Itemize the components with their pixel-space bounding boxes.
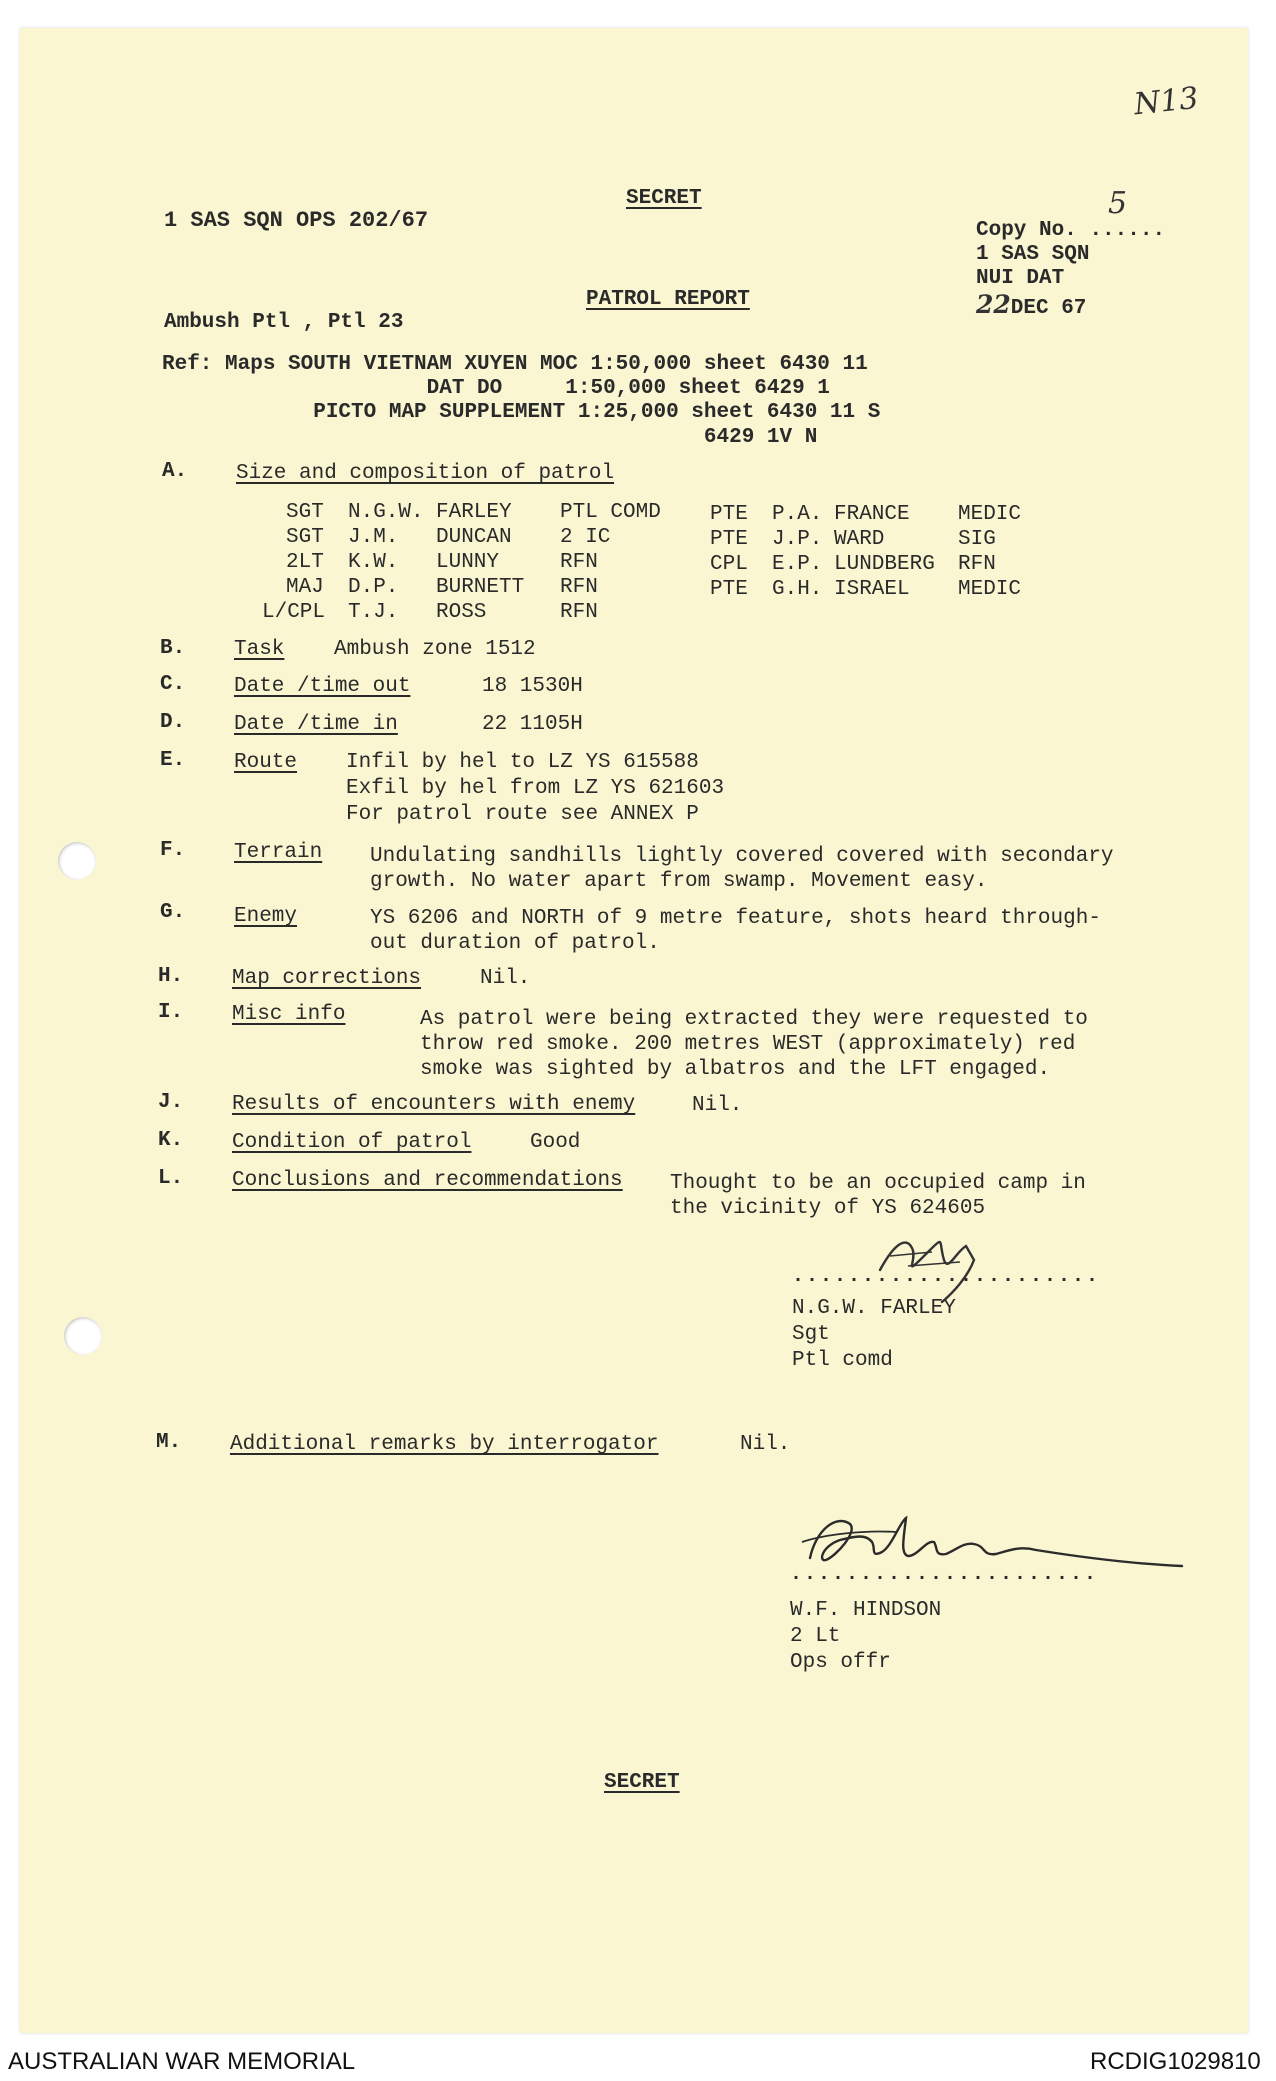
section-title: Map corrections xyxy=(232,967,422,990)
copy-number: 5 xyxy=(1108,186,1128,221)
signatory-appointment: Ptl comd xyxy=(792,1349,893,1372)
section-letter: B. xyxy=(160,637,186,660)
member-initials: E.P. xyxy=(772,553,823,576)
classification-bottom: SECRET xyxy=(604,1771,680,1794)
member-rank: SGT xyxy=(286,501,324,524)
handwritten-page-number: N13 xyxy=(1132,80,1201,123)
member-name: WARD xyxy=(834,528,885,551)
member-rank: PTE xyxy=(710,503,748,526)
member-initials: N.G.W. xyxy=(348,501,424,524)
member-rank: 2LT xyxy=(286,551,324,574)
section-letter: J. xyxy=(158,1091,184,1114)
member-name: ROSS xyxy=(436,601,487,624)
signature-dots: ...................... xyxy=(790,1563,1099,1586)
section-letter: A. xyxy=(162,460,188,483)
section-letter: H. xyxy=(158,965,184,988)
section-title: Conclusions and recommendations xyxy=(232,1169,623,1192)
section-line: out duration of patrol. xyxy=(370,932,660,955)
section-letter: F. xyxy=(160,839,186,862)
section-line: YS 6206 and NORTH of 9 metre feature, shots heard through- xyxy=(370,907,1101,930)
member-name: LUNDBERG xyxy=(834,553,935,576)
signatory-appointment: Ops offr xyxy=(790,1651,891,1674)
section-line: Undulating sandhills lightly covered covered with secondary xyxy=(370,845,1114,868)
member-role: SIG xyxy=(958,528,996,551)
section-title: Task xyxy=(234,638,285,661)
section-title: Date /time out xyxy=(234,675,411,698)
member-name: DUNCAN xyxy=(436,526,512,549)
section-line: the vicinity of YS 624605 xyxy=(670,1197,986,1220)
section-value: 22 1105H xyxy=(482,713,583,736)
member-role: PTL COMD xyxy=(560,501,661,524)
section-title: Route xyxy=(234,751,298,774)
section-title: Misc info xyxy=(232,1003,346,1026)
member-rank: PTE xyxy=(710,578,748,601)
section-title: Terrain xyxy=(234,841,323,864)
section-letter: C. xyxy=(160,673,186,696)
punch-hole xyxy=(64,1317,102,1355)
section-letter: I. xyxy=(158,1001,184,1024)
member-name: BURNETT xyxy=(436,576,525,599)
map-ref-line: PICTO MAP SUPPLEMENT 1:25,000 sheet 6430 11 S xyxy=(162,401,881,424)
member-initials: K.W. xyxy=(348,551,399,574)
member-rank: SGT xyxy=(286,526,324,549)
location: NUI DAT xyxy=(976,267,1065,290)
section-title: Size and composition of patrol xyxy=(236,462,615,485)
member-name: FARLEY xyxy=(436,501,512,524)
section-letter: K. xyxy=(158,1129,184,1152)
section-title: Enemy xyxy=(234,905,298,928)
section-line: For patrol route see ANNEX P xyxy=(346,803,699,826)
signatory-rank: Sgt xyxy=(792,1323,830,1346)
report-date: 22DEC 67 xyxy=(976,290,1087,320)
section-title: Condition of patrol xyxy=(232,1131,472,1154)
patrol-name: Ambush Ptl , Ptl 23 xyxy=(164,311,404,334)
copy-label: Copy No. ...... xyxy=(976,219,1166,242)
section-title: Date /time in xyxy=(234,713,398,736)
member-rank: MAJ xyxy=(286,576,324,599)
member-initials: J.M. xyxy=(348,526,399,549)
signatory-rank: 2 Lt xyxy=(790,1625,841,1648)
member-role: RFN xyxy=(560,551,598,574)
section-value: Nil. xyxy=(692,1094,743,1117)
member-initials: G.H. xyxy=(772,578,823,601)
section-title: Additional remarks by interrogator xyxy=(230,1433,659,1456)
member-initials: P.A. xyxy=(772,503,823,526)
member-role: MEDIC xyxy=(958,578,1022,601)
section-value: Nil. xyxy=(740,1433,791,1456)
map-ref-line: 6429 1V N xyxy=(162,426,818,449)
member-role: 2 IC xyxy=(560,526,611,549)
section-letter: G. xyxy=(160,901,186,924)
section-letter: M. xyxy=(156,1431,182,1454)
footer-record-id: RCDIG1029810 xyxy=(1090,2048,1261,2075)
member-initials: J.P. xyxy=(772,528,823,551)
member-initials: T.J. xyxy=(348,601,399,624)
member-role: RFN xyxy=(560,576,598,599)
member-name: FRANCE xyxy=(834,503,910,526)
member-name: LUNNY xyxy=(436,551,500,574)
section-letter: L. xyxy=(158,1167,184,1190)
member-role: RFN xyxy=(560,601,598,624)
signature-dots: ...................... xyxy=(792,1265,1101,1288)
footer-archive-name: AUSTRALIAN WAR MEMORIAL xyxy=(8,2048,356,2075)
section-line: Thought to be an occupied camp in xyxy=(670,1172,1086,1195)
classification-top: SECRET xyxy=(626,187,702,210)
section-value: Ambush zone 1512 xyxy=(334,638,536,661)
report-title: PATROL REPORT xyxy=(586,288,750,311)
member-rank: PTE xyxy=(710,528,748,551)
member-name: ISRAEL xyxy=(834,578,910,601)
section-letter: D. xyxy=(160,711,186,734)
punch-hole xyxy=(58,842,96,880)
unit: 1 SAS SQN xyxy=(976,243,1090,266)
member-initials: D.P. xyxy=(348,576,399,599)
section-value: 18 1530H xyxy=(482,675,583,698)
section-line: smoke was sighted by albatros and the LFT engaged. xyxy=(420,1058,1051,1081)
map-ref-line: Ref: Maps SOUTH VIETNAM XUYEN MOC 1:50,000 sheet 6430 11 xyxy=(162,353,868,376)
section-value: Nil. xyxy=(480,967,531,990)
member-role: MEDIC xyxy=(958,503,1022,526)
section-value: Good xyxy=(530,1131,581,1154)
map-ref-line: DAT DO 1:50,000 sheet 6429 1 xyxy=(162,377,830,400)
signatory-name: W.F. HINDSON xyxy=(790,1599,942,1622)
section-line: throw red smoke. 200 metres WEST (approximately) red xyxy=(420,1033,1076,1056)
member-rank: L/CPL xyxy=(262,601,326,624)
member-role: RFN xyxy=(958,553,996,576)
section-line: Exfil by hel from LZ YS 621603 xyxy=(346,777,725,800)
section-line: As patrol were being extracted they were requested to xyxy=(420,1008,1088,1031)
section-letter: E. xyxy=(160,749,186,772)
section-line: growth. No water apart from swamp. Movement easy. xyxy=(370,870,988,893)
file-reference: 1 SAS SQN OPS 202/67 xyxy=(164,208,429,233)
section-title: Results of encounters with enemy xyxy=(232,1093,636,1116)
section-line: Infil by hel to LZ YS 615588 xyxy=(346,751,699,774)
signatory-name: N.G.W. FARLEY xyxy=(792,1297,956,1320)
member-rank: CPL xyxy=(710,553,748,576)
